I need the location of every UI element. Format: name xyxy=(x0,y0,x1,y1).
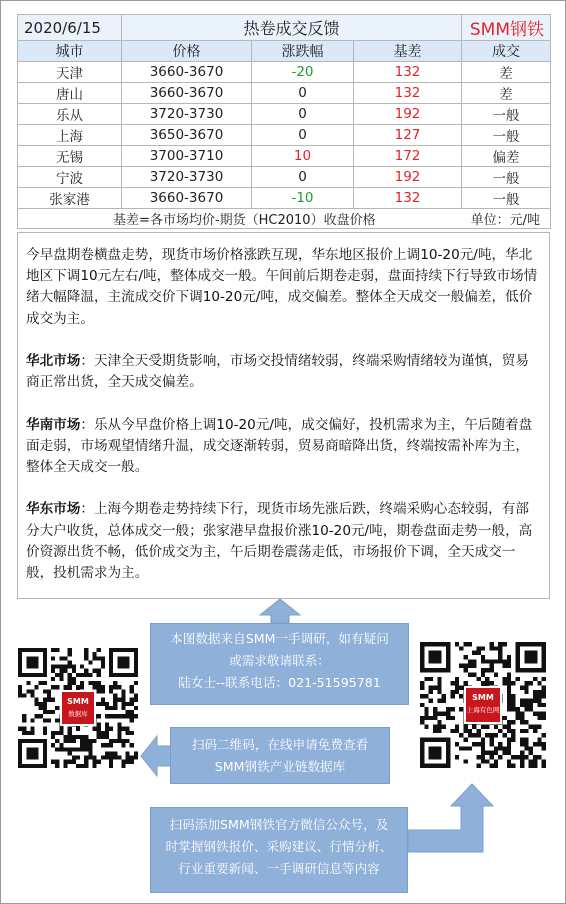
column-header-deal: 成交 xyxy=(462,41,551,62)
change-cell: 0 xyxy=(252,125,354,146)
table-row xyxy=(18,146,551,167)
smm-database-badge xyxy=(60,690,96,726)
basis-cell: 192 xyxy=(354,167,462,188)
north-market-label: 华北市场 xyxy=(26,353,81,369)
change-cell: -20 xyxy=(252,62,354,83)
deal-cell: 一般 xyxy=(462,188,551,209)
column-header-city: 城市 xyxy=(18,41,122,62)
report-date: 2020/6/15 xyxy=(18,15,122,41)
deal-cell: 一般 xyxy=(462,104,551,125)
brand-label: SMM钢铁 xyxy=(462,15,551,41)
city-cell: 无锡 xyxy=(18,146,122,167)
deal-cell: 一般 xyxy=(462,167,551,188)
basis-cell: 132 xyxy=(354,188,462,209)
table-row xyxy=(18,62,551,83)
left-arrow-icon xyxy=(140,734,172,778)
survey-contact-callout xyxy=(150,623,409,705)
south-market-paragraph xyxy=(26,415,542,479)
column-header-change: 涨跌幅 xyxy=(252,41,354,62)
basis-cell: 127 xyxy=(354,125,462,146)
survey-line-2: 或需求敬请联系： xyxy=(229,653,330,668)
change-cell: 0 xyxy=(252,167,354,188)
change-cell: -10 xyxy=(252,188,354,209)
database-qr-code[interactable] xyxy=(18,648,138,768)
wechat-line-1: 扫码添加SMM钢铁官方微信公众号，及 xyxy=(169,817,389,832)
basis-cell: 132 xyxy=(354,62,462,83)
wechat-callout xyxy=(150,807,408,893)
north-market-paragraph xyxy=(26,351,542,393)
database-callout xyxy=(170,727,390,784)
wechat-qr-code[interactable] xyxy=(420,642,546,768)
survey-line-1: 本图数据来自SMM一手调研，如有疑问 xyxy=(170,631,389,646)
price-table xyxy=(17,14,551,229)
price-cell: 3700-3710 xyxy=(122,146,252,167)
database-line-1: 扫码二维码，在线申请免费查看 xyxy=(191,737,369,752)
smm-wechat-badge xyxy=(464,686,502,724)
summary-paragraph: 今早盘期卷横盘走势，现货市场价格涨跌互现，华东地区报价上调10-20元/吨，华北地区下调10元左右/吨，整体成交一般。午间前后期卷走弱，盘面持续下行导致市场情绪大幅降温，主流成交价下调10-20元/吨，成交偏差。整体全天成交一般偏差，低价成交为主。 xyxy=(26,247,538,327)
south-market-text: ：乐从今早盘价格上调10-20元/吨，成交偏好，投机需求为主，午后随着盘面走弱，市场观望情绪升温，成交逐渐转弱，贸易商暗降出货，终端按需补库为主，整体全天成交一般。 xyxy=(26,416,533,475)
price-cell: 3650-3670 xyxy=(122,125,252,146)
basis-cell: 172 xyxy=(354,146,462,167)
price-cell: 3720-3730 xyxy=(122,104,252,125)
deal-cell: 差 xyxy=(462,83,551,104)
east-market-paragraph xyxy=(26,499,542,584)
deal-cell: 一般 xyxy=(462,125,551,146)
change-cell: 0 xyxy=(252,83,354,104)
unit-label: 单位：元/吨 xyxy=(470,213,541,228)
basis-cell: 192 xyxy=(354,104,462,125)
wechat-line-3: 行业重要新闻、一手调研信息等内容 xyxy=(178,861,380,876)
basis-cell: 132 xyxy=(354,83,462,104)
badge-brand: SMM xyxy=(67,697,89,706)
price-cell: 3660-3670 xyxy=(122,62,252,83)
deal-cell: 差 xyxy=(462,62,551,83)
column-header-row xyxy=(18,41,551,62)
east-market-label: 华东市场 xyxy=(26,501,81,518)
price-cell: 3720-3730 xyxy=(122,167,252,188)
table-note-row xyxy=(18,209,551,229)
city-cell: 乐从 xyxy=(18,104,122,125)
column-header-price: 价格 xyxy=(122,41,252,62)
city-cell: 上海 xyxy=(18,125,122,146)
table-body xyxy=(18,62,551,209)
table-note-cell xyxy=(18,209,551,229)
table-row xyxy=(18,167,551,188)
report-title: 热卷成交反馈 xyxy=(122,15,462,41)
city-cell: 张家港 xyxy=(18,188,122,209)
price-cell: 3660-3670 xyxy=(122,83,252,104)
badge-sub: 数据库 xyxy=(68,710,88,718)
north-market-text: ：天津全天受期货影响，市场交投情绪较弱，终端采购情绪较为谨慎，贸易商正常出货，全天成交偏差。 xyxy=(26,353,529,391)
city-cell: 宁波 xyxy=(18,167,122,188)
wechat-line-2: 时掌握钢铁报价、采购建议、行情分析、 xyxy=(165,839,393,854)
bent-up-arrow-icon xyxy=(405,780,495,870)
deal-cell: 偏差 xyxy=(462,146,551,167)
city-cell: 天津 xyxy=(18,62,122,83)
table-row xyxy=(18,83,551,104)
east-market-text: ：上海今期卷走势持续下行，现货市场先涨后跌，终端采购心态较弱，有部分大户收货，总体成交一般；张家港早盘报价涨10-20元/吨，期卷盘面走势一般，高价资源出货不畅，低价成交为主，午后期卷震荡走低，市场报价下调，全天成交一般，投机需求为主。 xyxy=(26,501,533,581)
table-row xyxy=(18,104,551,125)
table-row xyxy=(18,125,551,146)
change-cell: 0 xyxy=(252,104,354,125)
survey-line-3: 陆女士--联系电话：021-51595781 xyxy=(178,675,381,690)
database-line-2: SMM钢铁产业链数据库 xyxy=(214,759,346,774)
badge-sub: 上海有色网 xyxy=(466,706,500,714)
change-cell: 10 xyxy=(252,146,354,167)
up-arrow-icon xyxy=(258,598,302,624)
column-header-basis: 基差 xyxy=(354,41,462,62)
basis-note: 基差=各市场均价-期货（HC2010）收盘价格 xyxy=(113,213,376,228)
price-table-wrap xyxy=(17,14,550,229)
price-cell: 3660-3670 xyxy=(122,188,252,209)
title-row xyxy=(18,15,551,41)
badge-brand: SMM xyxy=(472,693,494,702)
south-market-label: 华南市场 xyxy=(26,416,81,433)
city-cell: 唐山 xyxy=(18,83,122,104)
market-commentary xyxy=(17,232,550,599)
table-row xyxy=(18,188,551,209)
